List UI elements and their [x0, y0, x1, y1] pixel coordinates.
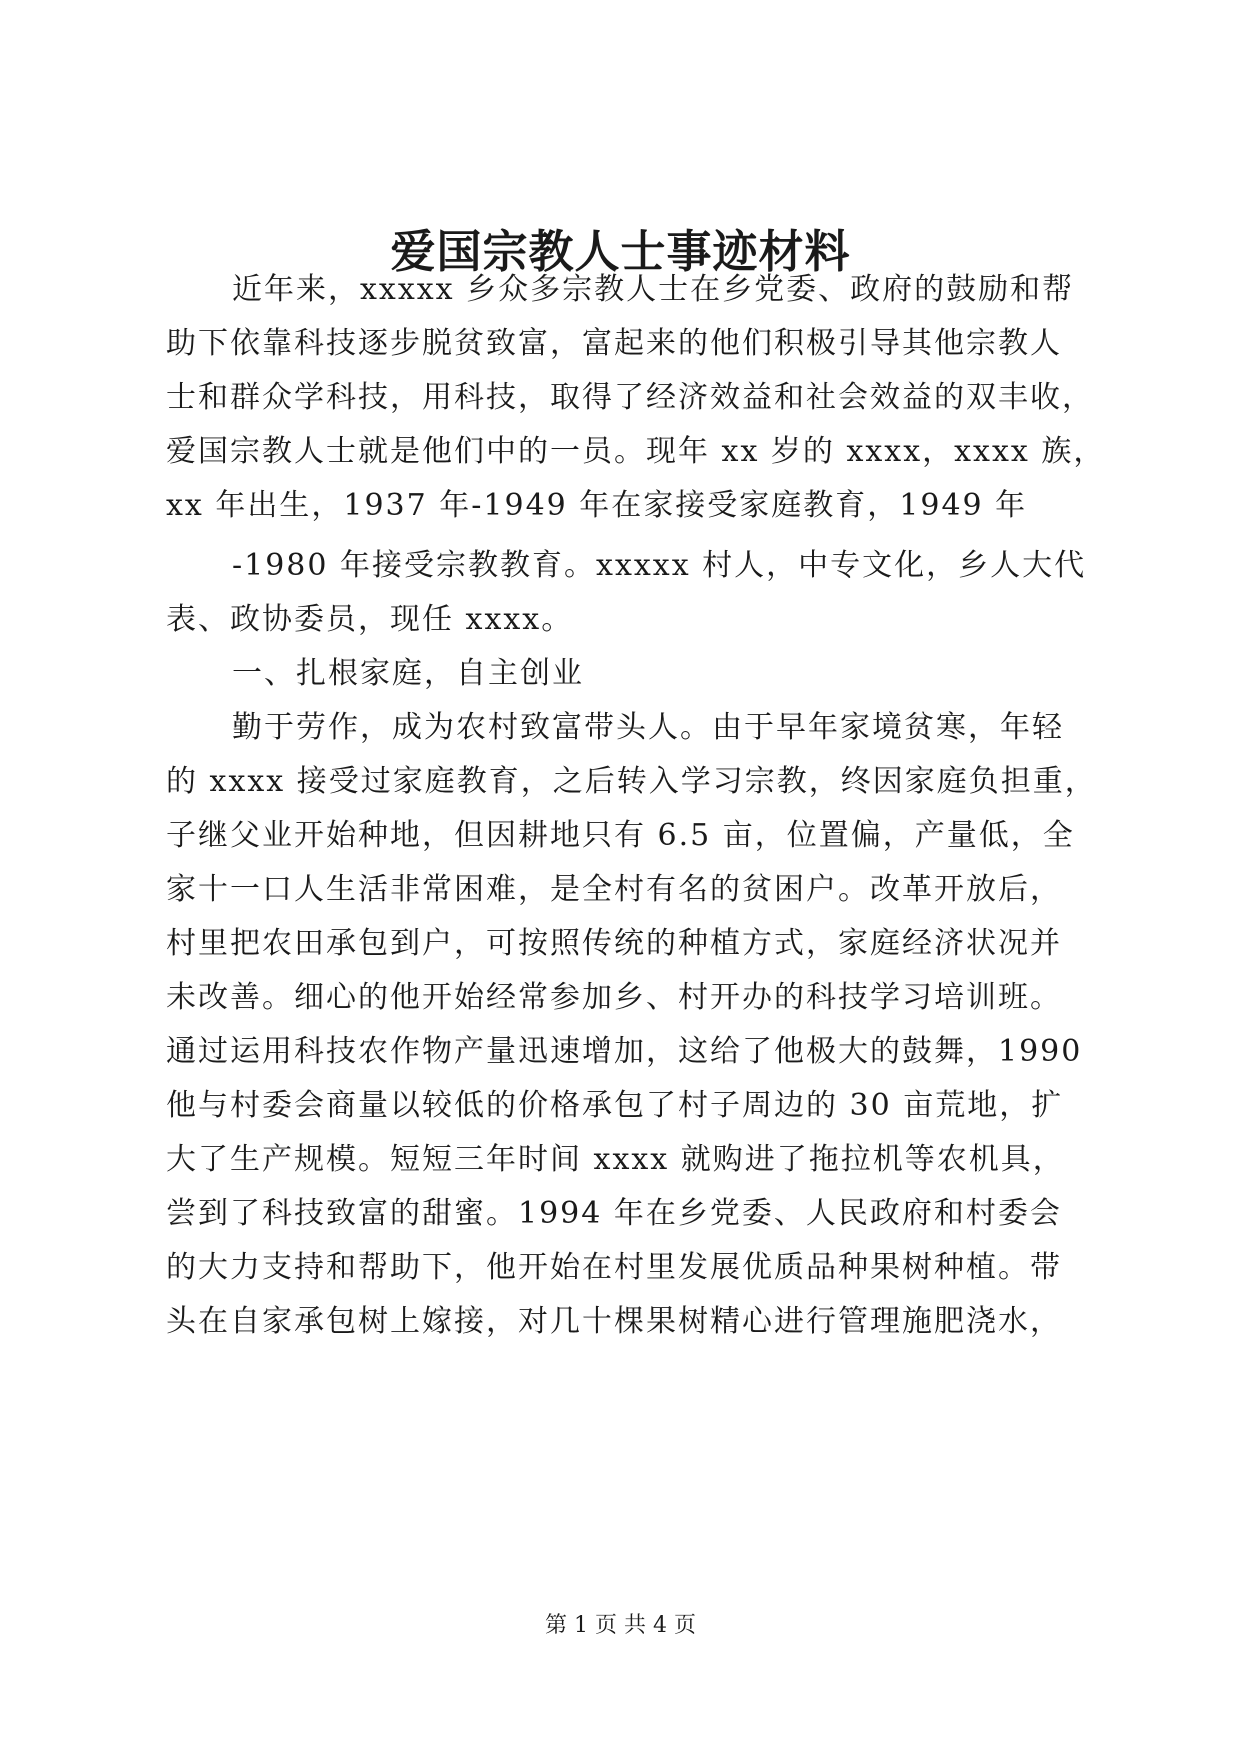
body-line: 头在自家承包树上嫁接，对几十棵果树精心进行管理施肥浇水， [166, 1304, 1062, 1339]
document-title: 爱国宗教人士事迹材料 [390, 225, 851, 278]
page-number: 第 1 页 共 4 页 [545, 1613, 696, 1638]
body-line: 大了生产规模。短短三年时间 xxxx 就购进了拖拉机等农机具， [166, 1142, 1065, 1177]
body-line: 子继父业开始种地，但因耕地只有 6.5 亩，位置偏，产量低，全 [166, 818, 1075, 853]
body-line: 勤于劳作，成为农村致富带头人。由于早年家境贫寒，年轻 [232, 710, 1064, 745]
body-line: 的大力支持和帮助下，他开始在村里发展优质品种果树种植。带 [166, 1250, 1062, 1285]
body-line: -1980 年接受宗教教育。xxxxx 村人，中专文化，乡人大代 [232, 548, 1087, 583]
body-line: 尝到了科技致富的甜蜜。1994 年在乡党委、人民政府和村委会 [166, 1196, 1062, 1231]
body-line: 未改善。细心的他开始经常参加乡、村开办的科技学习培训班。 [166, 980, 1062, 1015]
body-line: 村里把农田承包到户，可按照传统的种植方式，家庭经济状况并 [166, 926, 1062, 961]
body-line: xx 年出生，1937 年-1949 年在家接受家庭教育，1949 年 [166, 488, 1028, 523]
body-line: 他与村委会商量以较低的价格承包了村子周边的 30 亩荒地，扩 [166, 1088, 1064, 1123]
body-line: 家十一口人生活非常困难，是全村有名的贫困户。改革开放后， [166, 872, 1062, 907]
section-heading: 一、扎根家庭，自主创业 [232, 656, 584, 691]
body-line: 通过运用科技农作物产量迅速增加，这给了他极大的鼓舞，1990 [166, 1034, 1083, 1069]
body-line: 爱国宗教人士就是他们中的一员。现年 xx 岁的 xxxx，xxxx 族， [166, 434, 1106, 469]
body-line: 士和群众学科技，用科技，取得了经济效益和社会效益的双丰收， [166, 380, 1094, 415]
body-line: 助下依靠科技逐步脱贫致富，富起来的他们积极引导其他宗教人 [166, 326, 1062, 361]
body-line: 表、政协委员，现任 xxxx。 [166, 602, 574, 637]
body-line: 的 xxxx 接受过家庭教育，之后转入学习宗教，终因家庭负担重， [166, 764, 1097, 799]
body-line: 近年来，xxxxx 乡众多宗教人士在乡党委、政府的鼓励和帮 [232, 272, 1075, 307]
